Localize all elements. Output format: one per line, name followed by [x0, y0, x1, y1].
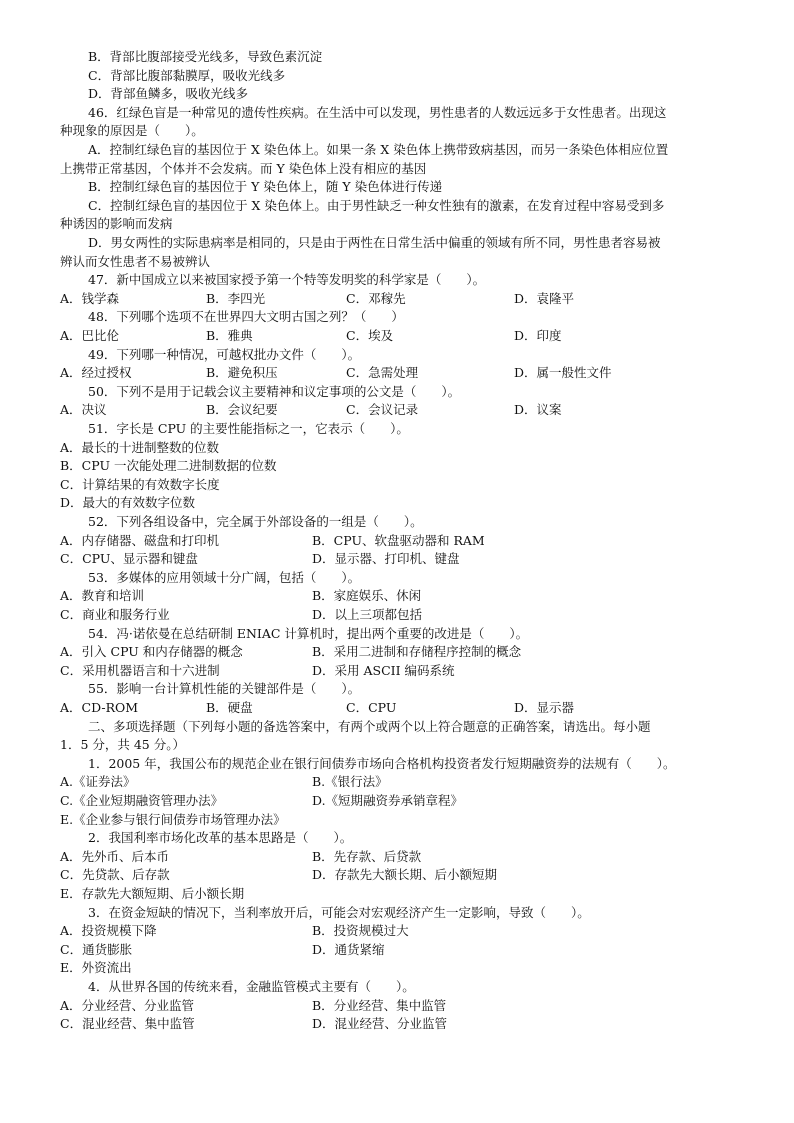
text-line: C．控制红绿色盲的基因位于 X 染色体上。由于男性缺乏一种女性独有的激素，在发育过程中容易受到多 — [88, 197, 665, 213]
option-a: A．钱学森 — [60, 290, 120, 306]
option-a: A．先外币、后本币 — [60, 848, 170, 864]
text-line: 1．2005 年，我国公布的规范企业在银行间债券市场向合格机构投资者发行短期融资券的法规有（ ）。 — [88, 755, 676, 771]
option-b: D.《短期融资券承销章程》 — [312, 793, 464, 808]
text-line: 4．从世界各国的传统来看，金融监管模式主要有（ ）。 — [88, 979, 415, 994]
option-b: B.《银行法》 — [312, 774, 388, 790]
option-b: D．通货紧缩 — [312, 941, 385, 957]
option-row — [60, 662, 740, 681]
text-line: D．最大的有效数字位数 — [60, 495, 196, 511]
option-c: C．邓稼先 — [346, 290, 406, 306]
text-line: 47．新中国成立以来被国家授予第一个特等发明奖的科学家是（ ）。 — [88, 272, 486, 288]
option-row — [60, 773, 740, 792]
option-a: C．CPU、显示器和键盘 — [60, 551, 198, 567]
option-b: D．以上三项都包括 — [312, 607, 423, 622]
option-d: D．印度 — [514, 328, 562, 343]
option-a: C．混业经营、集中监管 — [60, 1016, 195, 1032]
option-b: B．先存款、后贷款 — [312, 848, 422, 864]
option-a: A．教育和培训 — [60, 588, 145, 604]
option-row — [60, 587, 740, 606]
option-a: A．决议 — [60, 402, 107, 418]
option-row — [60, 922, 740, 941]
option-d: D．议案 — [514, 402, 562, 418]
text-line: A．控制红绿色盲的基因位于 X 染色体上。如果一条 X 染色体上携带致病基因，而另一条染色体相应位置 — [88, 142, 669, 157]
option-row — [60, 364, 740, 383]
option-a: C．采用机器语言和十六进制 — [60, 662, 220, 678]
option-b: B．采用二进制和存储程序控制的概念 — [312, 644, 522, 660]
option-row — [60, 1015, 740, 1034]
text-line: 46．红绿色盲是一种常见的遗传性疾病。在生活中可以发现，男性患者的人数远远多于女性患者。出现这 — [88, 104, 667, 120]
option-b: B．家庭娱乐、休闲 — [312, 588, 422, 604]
option-a: A．经过授权 — [60, 365, 132, 381]
option-c: C．急需处理 — [346, 365, 419, 381]
text-line: 种现象的原因是（ ）。 — [60, 123, 204, 139]
option-a: C.《企业短期融资管理办法》 — [60, 793, 224, 808]
option-b: B．避免积压 — [206, 365, 278, 381]
option-c: C．埃及 — [346, 328, 394, 343]
text-line: 53．多媒体的应用领域十分广阔，包括（ ）。 — [88, 569, 361, 585]
text-line: 3．在资金短缺的情况下，当利率放开后，可能会对宏观经济产生一定影响，导致（ ）。 — [88, 904, 590, 920]
text-line: 51．字长是 CPU 的主要性能指标之一，它表示（ ）。 — [88, 421, 409, 436]
text-line: 1．5 分，共 45 分。） — [60, 737, 185, 753]
option-a: A．内存储器、磁盘和打印机 — [60, 532, 220, 548]
option-row — [60, 606, 740, 625]
text-line: D．背部鱼鳞多，吸收光线多 — [88, 86, 249, 102]
option-row — [60, 327, 740, 346]
option-c: C．会议记录 — [346, 402, 419, 418]
option-a: A．CD-ROM — [60, 700, 139, 715]
text-line: 49．下列哪一种情况，可越权批办文件（ ）。 — [88, 346, 361, 362]
text-line: 上携带正常基因，个体并不会发病。而 Y 染色体上没有相应的基因 — [60, 160, 427, 176]
option-b: B．雅典 — [206, 328, 253, 343]
option-row — [60, 997, 740, 1016]
option-b: B．李四光 — [206, 290, 266, 306]
text-line: 二、多项选择题（下列每小题的备选答案中，有两个或两个以上符合题意的正确答案，请选出。每小题 — [88, 718, 651, 734]
text-line: A．最长的十进制整数的位数 — [60, 439, 220, 455]
option-row — [60, 550, 740, 569]
option-row — [60, 792, 740, 811]
text-line: C．背部比腹部黏膜厚，吸收光线多 — [88, 67, 286, 83]
text-line: 54．冯·诺依曼在总结研制 ENIAC 计算机时，提出两个重要的改进是（ ）。 — [88, 625, 529, 641]
option-d: D．属一般性文件 — [514, 365, 612, 381]
text-line: B．CPU 一次能处理二进制数据的位数 — [60, 458, 277, 474]
option-a: C．商业和服务行业 — [60, 607, 170, 622]
text-line: D．男女两性的实际患病率是相同的，只是由于两性在日常生活中偏重的领域有所不同，男性患者容易被 — [88, 235, 661, 250]
option-row — [60, 941, 740, 960]
option-b: B．CPU、软盘驱动器和 RAM — [312, 532, 485, 548]
text-line: 48．下列哪个选项不在世界四大文明古国之列？（ ） — [88, 309, 404, 325]
option-a: A．巴比伦 — [60, 328, 120, 343]
text-line: C．计算结果的有效数字长度 — [60, 476, 220, 492]
text-line: 52．下列各组设备中，完全属于外部设备的一组是（ ）。 — [88, 514, 423, 529]
text-line: E.《企业参与银行间债券市场管理办法》 — [60, 811, 286, 827]
option-b: D．显示器、打印机、键盘 — [312, 551, 460, 567]
option-row — [60, 699, 740, 718]
option-a: A．投资规模下降 — [60, 923, 157, 939]
option-row — [60, 866, 740, 885]
option-b: B．分业经营、集中监管 — [312, 997, 447, 1013]
text-line: E．存款先大额短期、后小额长期 — [60, 886, 245, 901]
option-a: A.《证券法》 — [60, 774, 136, 790]
option-row — [60, 290, 740, 309]
option-a: C．先贷款、后存款 — [60, 867, 170, 883]
option-row — [60, 532, 740, 551]
option-row — [60, 401, 740, 420]
text-line: 种诱因的影响而发病 — [60, 216, 173, 232]
option-d: D．袁隆平 — [514, 290, 575, 306]
option-row — [60, 848, 740, 867]
text-line: 55．影响一台计算机性能的关键部件是（ ）。 — [88, 681, 361, 697]
option-b: D．混业经营、分业监管 — [312, 1016, 448, 1032]
text-line: 辨认而女性患者不易被辨认 — [60, 253, 211, 269]
option-b: D．采用 ASCII 编码系统 — [312, 662, 455, 678]
option-a: A．引入 CPU 和内存储器的概念 — [60, 644, 243, 660]
option-d: D．显示器 — [514, 700, 575, 715]
text-line: B．控制红绿色盲的基因位于 Y 染色体上，随 Y 染色体进行传递 — [88, 179, 443, 195]
option-row — [60, 643, 740, 662]
text-line: B．背部比腹部接受光线多，导致色素沉淀 — [88, 49, 323, 64]
text-line: 2．我国利率市场化改革的基本思路是（ ）。 — [88, 830, 353, 846]
text-line: E．外资流出 — [60, 960, 132, 976]
option-b: B．硬盘 — [206, 700, 253, 715]
option-b: B．投资规模过大 — [312, 923, 409, 939]
option-b: D．存款先大额长期、后小额短期 — [312, 867, 498, 883]
text-line: 50．下列不是用于记载会议主要精神和议定事项的公文是（ ）。 — [88, 383, 461, 399]
option-a: C．通货膨胀 — [60, 941, 133, 957]
option-a: A．分业经营、分业监管 — [60, 997, 195, 1013]
option-c: C．CPU — [346, 700, 397, 715]
option-b: B．会议纪要 — [206, 402, 278, 418]
